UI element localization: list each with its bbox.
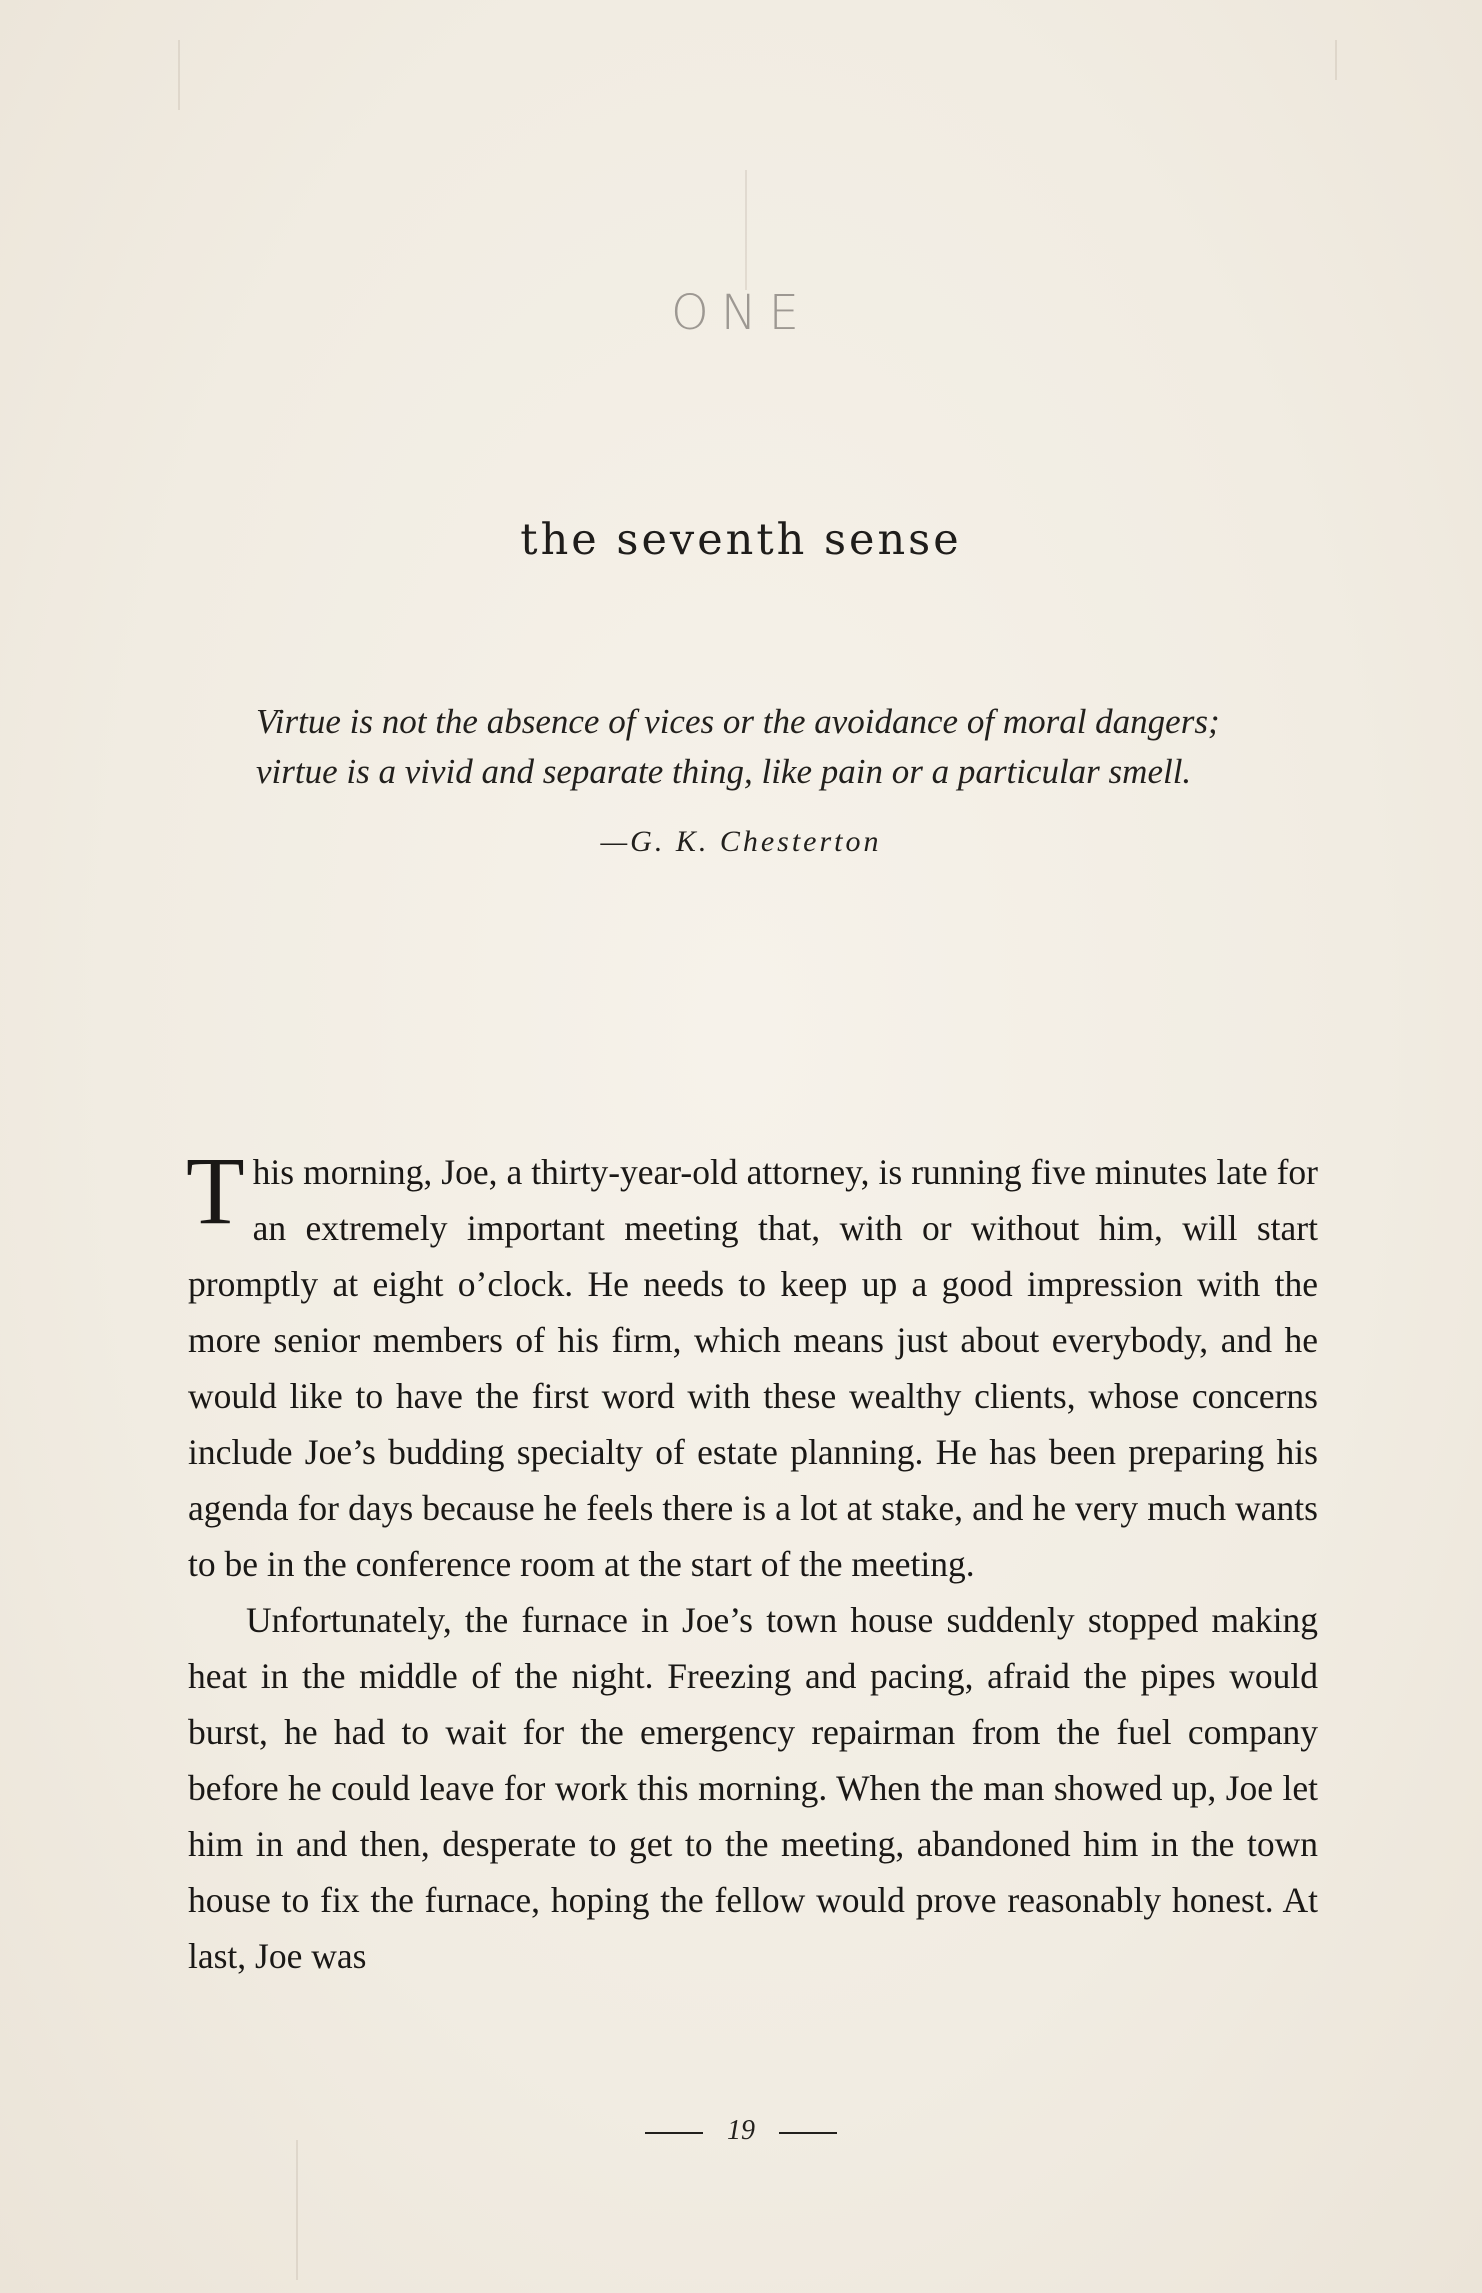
paragraph <box>186 1137 1318 1592</box>
paragraph: Unfortunately, the furnace in Joe’s town house suddenly stopped making heat in the middle of the night. Freezing and pacing, afraid the pipes would burst, he had to wait for the emergency repairman from the fuel company before he could leave for work this morning. When the man showed up, Joe let him in and then, desperate to get to the meeting, abandoned him in the town house to fix the furnace, hoping the fellow would prove reasonably honest. At last, Joe was <box>188 1600 1318 1976</box>
paper-crease <box>745 170 747 290</box>
folio-dash <box>779 2132 837 2134</box>
chapter-title: the seventh sense <box>520 515 962 565</box>
paragraph-text: his morning, Joe, a thirty-year-old attorney, is running five minutes late for an extremely important meeting that, with or without him, will start promptly at eight o’clock. He needs to keep up a good impression with the more senior members of his firm, which means just about everybody, and he would like to have the first word with these wealthy clients, whose concerns include Joe’s budding specialty of estate planning. He has been preparing his agenda for days because he feels there is a lot at stake, and he very much wants to be in the conference room at the start of the meeting. <box>188 1152 1318 1584</box>
folio-dash <box>645 2132 703 2134</box>
paper-crease <box>1335 40 1337 80</box>
epigraph <box>256 697 1236 797</box>
page-number: 19 <box>727 2115 755 2146</box>
body-text <box>186 1137 1318 1984</box>
epigraph-line: Virtue is not the absence of vices or the avoidance of moral dangers; <box>256 702 1220 741</box>
page-folio <box>0 2115 1482 2147</box>
chapter-number: ONE <box>670 285 811 341</box>
epigraph-line: virtue is a vivid and separate thing, like pain or a particular smell. <box>256 752 1192 791</box>
epigraph-attribution: —G. K. Chesterton <box>600 825 882 858</box>
paper-crease <box>178 40 180 110</box>
paper-crease <box>296 2140 298 2280</box>
drop-cap: T <box>186 1137 245 1244</box>
